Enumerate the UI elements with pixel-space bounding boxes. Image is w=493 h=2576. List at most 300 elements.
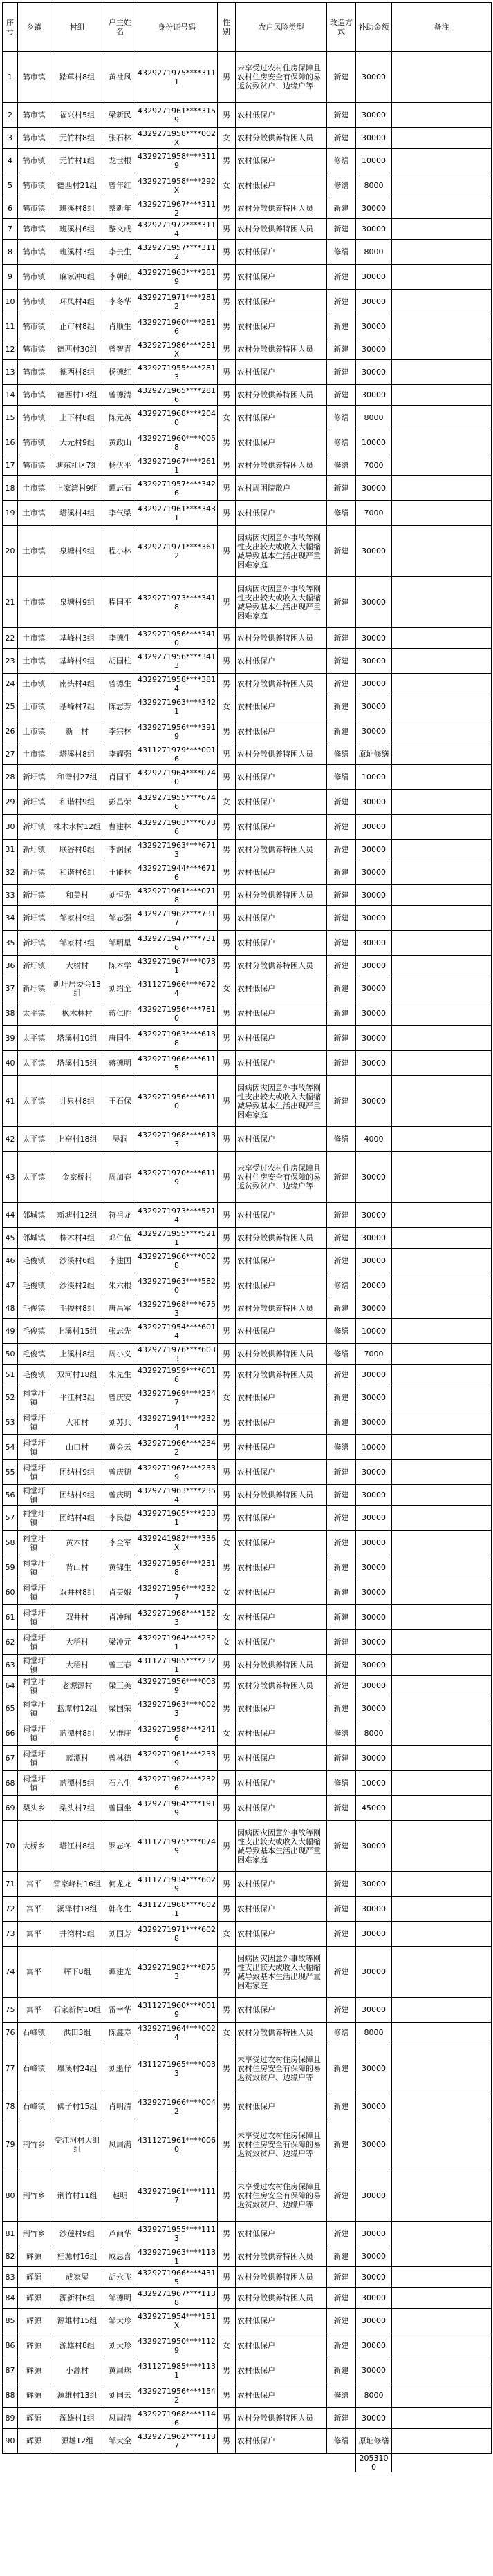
row-householder: 曹建林 [104, 815, 136, 840]
row-index: 24 [3, 674, 18, 694]
table-row [3, 1531, 492, 1555]
row-gender: 男 [218, 501, 236, 526]
row-householder: 刘国芳 [104, 1922, 136, 1947]
row-index: 46 [3, 1249, 18, 1273]
row-id-number: 4329271971****3612 [136, 526, 218, 577]
row-id-number: 4329271965****2816 [136, 385, 218, 406]
row-householder: 谭志石 [104, 476, 136, 501]
row-method: 新建 [327, 2119, 356, 2170]
row-risk-type: 农村周困院散户 [236, 476, 327, 501]
row-remark [392, 198, 492, 219]
row-index: 45 [3, 1228, 18, 1249]
row-remark [392, 2383, 492, 2408]
row-village-group: 蓝潭村 [50, 1746, 104, 1771]
row-township: 新圩镇 [18, 906, 50, 931]
row-id-number: 4329271968****1523 [136, 1605, 218, 1630]
row-householder: 曾德生 [104, 674, 136, 694]
row-id-number: 4329271961****2339 [136, 1746, 218, 1771]
row-householder: 符祖龙 [104, 1203, 136, 1228]
row-gender: 男 [218, 219, 236, 240]
row-method: 新建 [327, 840, 356, 860]
row-id-number: 4329271941****2324 [136, 1410, 218, 1435]
row-township: 鹤市镇 [18, 455, 50, 476]
row-gender: 男 [218, 1897, 236, 1922]
row-householder: 李气梁 [104, 501, 136, 526]
table-row [3, 577, 492, 628]
row-householder: 龙世根 [104, 149, 136, 173]
table-row [3, 1344, 492, 1365]
row-id-number: 4329271969****2347 [136, 1385, 218, 1410]
row-township: 太平镇 [18, 1076, 50, 1127]
row-method: 新建 [327, 976, 356, 1001]
row-id-number: 4329271967****2611 [136, 455, 218, 476]
row-amount: 30000 [356, 1051, 392, 1076]
row-householder: 唐昌军 [104, 1298, 136, 1319]
row-township: 鹤市镇 [18, 128, 50, 149]
row-village-group: 团结村4组 [50, 1506, 104, 1531]
row-township: 祠堂圩镇 [18, 1410, 50, 1435]
row-village-group: 金家桥村 [50, 1152, 104, 1203]
row-index: 30 [3, 815, 18, 840]
row-township: 土市镇 [18, 649, 50, 674]
row-id-number: 4329271956****3413 [136, 649, 218, 674]
row-method: 新建 [327, 885, 356, 906]
row-risk-type: 农村低保户 [236, 1580, 327, 1605]
row-risk-type: 农村分散供养特困人员 [236, 1365, 327, 1385]
row-risk-type: 农村分散供养特困人员 [236, 885, 327, 906]
row-amount: 30000 [356, 1298, 392, 1319]
row-village-group: 基峰村7组 [50, 694, 104, 719]
row-risk-type: 农村分散供养特困人员 [236, 1344, 327, 1365]
row-householder: 黄周珠 [104, 2358, 136, 2383]
row-index: 52 [3, 1385, 18, 1410]
row-id-number: 4329271962****2326 [136, 1771, 218, 1796]
row-method: 新建 [327, 860, 356, 885]
row-method: 修缮 [327, 2023, 356, 2043]
row-method: 新建 [327, 385, 356, 406]
row-amount: 8000 [356, 2023, 392, 2043]
row-index: 74 [3, 1947, 18, 1998]
row-method: 新建 [327, 1998, 356, 2023]
table-row [3, 265, 492, 290]
row-amount: 30000 [356, 976, 392, 1001]
row-method: 修缮 [327, 149, 356, 173]
row-amount: 30000 [356, 2333, 392, 2358]
row-remark [392, 1485, 492, 1506]
row-householder: 朱六根 [104, 1273, 136, 1298]
row-risk-type: 农村低保户 [236, 1249, 327, 1273]
table-row [3, 1746, 492, 1771]
row-index: 80 [3, 2170, 18, 2222]
row-gender: 男 [218, 1203, 236, 1228]
row-remark [392, 2288, 492, 2309]
table-row [3, 198, 492, 219]
row-township: 辉源 [18, 2358, 50, 2383]
table-row [3, 1127, 492, 1152]
row-householder: 唐国生 [104, 1026, 136, 1051]
row-index: 15 [3, 406, 18, 430]
row-township: 辉源 [18, 2383, 50, 2408]
row-amount: 30000 [356, 577, 392, 628]
row-method: 新建 [327, 719, 356, 744]
row-method: 修缮 [327, 1435, 356, 1460]
row-gender: 女 [218, 1531, 236, 1555]
row-amount: 30000 [356, 52, 392, 103]
row-gender: 男 [218, 1506, 236, 1531]
row-township: 鹤市镇 [18, 149, 50, 173]
row-method: 新建 [327, 314, 356, 339]
row-householder: 曾德清 [104, 385, 136, 406]
table-row [3, 1203, 492, 1228]
row-id-number: 4329271958****292X [136, 173, 218, 198]
row-gender: 男 [218, 744, 236, 765]
row-amount: 8000 [356, 406, 392, 430]
row-householder: 邹德明 [104, 2288, 136, 2309]
row-householder: 梁国荣 [104, 1696, 136, 1721]
row-remark [392, 1872, 492, 1897]
row-remark [392, 406, 492, 430]
row-method: 新建 [327, 1228, 356, 1249]
row-id-number: 4311271961****0060 [136, 2119, 218, 2170]
row-householder: 李建国 [104, 1249, 136, 1273]
row-method: 修缮 [327, 2383, 356, 2408]
row-village-group: 雷家峰村16组 [50, 1872, 104, 1897]
row-gender: 男 [218, 455, 236, 476]
row-risk-type: 农村分散供养特困人员 [236, 628, 327, 649]
row-index: 42 [3, 1127, 18, 1152]
row-remark [392, 339, 492, 360]
row-remark [392, 1696, 492, 1721]
row-village-group: 佛子村15组 [50, 2094, 104, 2119]
row-householder: 成思喜 [104, 2246, 136, 2267]
row-gender: 女 [218, 1721, 236, 1746]
row-method: 新建 [327, 1897, 356, 1922]
row-amount: 30000 [356, 1872, 392, 1897]
row-householder: 吴群庄 [104, 1721, 136, 1746]
row-risk-type: 农村低保户 [236, 360, 327, 385]
row-village-group: 班溪村3组 [50, 240, 104, 265]
row-township: 土市镇 [18, 674, 50, 694]
row-village-group: 上家湾村9组 [50, 476, 104, 501]
row-risk-type: 未享受过农村住房保障且农村住房安全有保障的易返贫致贫户、边缘户等 [236, 52, 327, 103]
row-risk-type: 农村低保户 [236, 430, 327, 455]
row-id-number: 4311271985****2321 [136, 1655, 218, 1676]
row-township: 祠堂圩镇 [18, 1696, 50, 1721]
table-row [3, 860, 492, 885]
row-risk-type: 农村分散供养特困人员 [236, 1676, 327, 1696]
row-index: 50 [3, 1344, 18, 1365]
row-township: 辉源 [18, 2246, 50, 2267]
row-amount: 30000 [356, 815, 392, 840]
table-row [3, 1001, 492, 1026]
header-householder: 户主姓名 [104, 3, 136, 52]
row-village-group: 老源源村 [50, 1676, 104, 1696]
row-householder: 刘恒先 [104, 885, 136, 906]
row-id-number: 4329271944****6716 [136, 860, 218, 885]
row-method: 新建 [327, 1746, 356, 1771]
row-amount: 30000 [356, 219, 392, 240]
row-index: 61 [3, 1605, 18, 1630]
row-risk-type: 农村低保户 [236, 2358, 327, 2383]
row-risk-type: 农村分散供养特困人员 [236, 840, 327, 860]
row-gender: 男 [218, 1655, 236, 1676]
row-remark [392, 1580, 492, 1605]
row-township: 寓平 [18, 1922, 50, 1947]
row-amount: 10000 [356, 149, 392, 173]
row-householder: 罗志冬 [104, 1821, 136, 1872]
row-amount: 8000 [356, 1721, 392, 1746]
row-index: 49 [3, 1319, 18, 1344]
row-householder: 李耀强 [104, 744, 136, 765]
row-risk-type: 农村分散供养特困人员 [236, 385, 327, 406]
row-householder: 石六生 [104, 1771, 136, 1796]
row-index: 3 [3, 128, 18, 149]
row-gender: 男 [218, 860, 236, 885]
row-remark [392, 2222, 492, 2246]
row-township: 土市镇 [18, 628, 50, 649]
row-gender: 男 [218, 1821, 236, 1872]
row-id-number: 4329271961****3159 [136, 103, 218, 128]
total-spacer-end [392, 2454, 492, 2472]
row-index: 57 [3, 1506, 18, 1531]
row-method: 新建 [327, 1203, 356, 1228]
row-risk-type: 农村低保户 [236, 976, 327, 1001]
row-risk-type: 未享受过农村住房保障且农村住房安全有保障的易返贫致贫户、边缘户等 [236, 1152, 327, 1203]
row-index: 9 [3, 265, 18, 290]
row-village-group: 邹家村9组 [50, 906, 104, 931]
row-amount: 30000 [356, 1001, 392, 1026]
row-householder: 曾国坐 [104, 1796, 136, 1821]
row-householder: 肖明清 [104, 2094, 136, 2119]
row-index: 31 [3, 840, 18, 860]
row-method: 新建 [327, 2043, 356, 2094]
row-id-number: 4329271963****3421 [136, 694, 218, 719]
row-index: 4 [3, 149, 18, 173]
row-id-number: 4329271955****5211 [136, 1228, 218, 1249]
row-amount: 10000 [356, 1771, 392, 1796]
row-gender: 男 [218, 240, 236, 265]
row-amount: 30000 [356, 360, 392, 385]
row-householder: 李全军 [104, 1531, 136, 1555]
row-method: 修缮 [327, 455, 356, 476]
row-gender: 男 [218, 649, 236, 674]
header-remark: 备注 [392, 3, 492, 52]
row-village-group: 正市村8组 [50, 314, 104, 339]
row-id-number: 4329271964****0740 [136, 765, 218, 790]
row-method: 新建 [327, 526, 356, 577]
row-township: 鹤市镇 [18, 265, 50, 290]
table-row [3, 1676, 492, 1696]
row-method: 新建 [327, 1605, 356, 1630]
row-amount: 30000 [356, 1821, 392, 1872]
row-id-number: 4329271956****7810 [136, 1001, 218, 1026]
row-township: 祠堂圩镇 [18, 1721, 50, 1746]
table-row [3, 1385, 492, 1410]
row-remark [392, 149, 492, 173]
row-method: 新建 [327, 103, 356, 128]
row-township: 新圩镇 [18, 931, 50, 956]
row-risk-type: 农村低保户 [236, 1630, 327, 1655]
row-amount: 30000 [356, 2043, 392, 2094]
row-householder: 李朝红 [104, 265, 136, 290]
row-village-group: 桂源村16组 [50, 2246, 104, 2267]
row-method: 新建 [327, 2170, 356, 2222]
table-row [3, 1821, 492, 1872]
row-gender: 男 [218, 840, 236, 860]
row-id-number: 4329271961****3431 [136, 501, 218, 526]
row-risk-type: 农村低保户 [236, 1531, 327, 1555]
row-remark [392, 1298, 492, 1319]
table-row [3, 290, 492, 314]
row-gender: 女 [218, 1630, 236, 1655]
row-index: 20 [3, 526, 18, 577]
row-township: 土市镇 [18, 744, 50, 765]
row-id-number: 4329271960****0058 [136, 430, 218, 455]
row-remark [392, 2309, 492, 2333]
row-index: 38 [3, 1001, 18, 1026]
row-risk-type: 农村低保户 [236, 1506, 327, 1531]
row-householder: 曾三春 [104, 1655, 136, 1676]
row-township: 新圩镇 [18, 956, 50, 976]
row-id-number: 4329271957****3112 [136, 240, 218, 265]
table-row [3, 1771, 492, 1796]
row-risk-type: 农村低保户 [236, 1696, 327, 1721]
row-householder: 陈本学 [104, 956, 136, 976]
row-risk-type: 农村低保户 [236, 290, 327, 314]
row-method: 修缮 [327, 1273, 356, 1298]
table-row [3, 1273, 492, 1298]
row-index: 68 [3, 1771, 18, 1796]
table-row [3, 173, 492, 198]
row-township: 太平镇 [18, 1152, 50, 1203]
row-amount: 30000 [356, 1228, 392, 1249]
row-risk-type: 农村低保户 [236, 1872, 327, 1897]
table-row [3, 1605, 492, 1630]
row-householder: 凤周满 [104, 2119, 136, 2170]
row-remark [392, 1319, 492, 1344]
row-village-group: 塔溪村8组 [50, 744, 104, 765]
row-risk-type: 农村分散供养特困人员 [236, 1485, 327, 1506]
table-row [3, 840, 492, 860]
row-id-number: 4329271958****3119 [136, 149, 218, 173]
row-remark [392, 790, 492, 815]
row-amount: 30000 [356, 1746, 392, 1771]
row-gender: 男 [218, 2246, 236, 2267]
row-householder: 邹大珍 [104, 2309, 136, 2333]
row-amount: 30000 [356, 1580, 392, 1605]
row-householder: 杨伏平 [104, 455, 136, 476]
row-householder: 胡国柱 [104, 649, 136, 674]
row-township: 太平镇 [18, 1127, 50, 1152]
row-village-group: 大稻村 [50, 1655, 104, 1676]
row-township: 荆竹乡 [18, 2222, 50, 2246]
row-method: 新建 [327, 2288, 356, 2309]
row-village-group: 上窑村18组 [50, 1127, 104, 1152]
row-index: 67 [3, 1746, 18, 1771]
row-id-number: 4329271961****1117 [136, 2170, 218, 2222]
row-amount: 原址修缮 [356, 2429, 392, 2454]
table-row [3, 1947, 492, 1998]
row-township: 石峰镇 [18, 2043, 50, 2094]
table-row [3, 2170, 492, 2222]
table-row [3, 2408, 492, 2429]
row-township: 祠堂圩镇 [18, 1655, 50, 1676]
table-row [3, 1630, 492, 1655]
table-row [3, 1922, 492, 1947]
row-index: 62 [3, 1630, 18, 1655]
total-amount: 2053100 [356, 2454, 392, 2472]
table-row [3, 1796, 492, 1821]
row-gender: 男 [218, 1152, 236, 1203]
row-amount: 30000 [356, 649, 392, 674]
row-village-group: 塔江村8组 [50, 1821, 104, 1872]
row-risk-type: 农村分散供养特困人员 [236, 674, 327, 694]
row-gender: 男 [218, 2043, 236, 2094]
row-gender: 男 [218, 906, 236, 931]
row-gender: 男 [218, 360, 236, 385]
row-village-group: 源雄村15组 [50, 2309, 104, 2333]
row-risk-type: 农村低保户 [236, 2222, 327, 2246]
row-id-number: 4329271975****3111 [136, 52, 218, 103]
row-index: 7 [3, 219, 18, 240]
row-township: 荆竹乡 [18, 2170, 50, 2222]
row-amount: 30000 [356, 931, 392, 956]
row-method: 修缮 [327, 240, 356, 265]
row-risk-type: 农村低保户 [236, 1385, 327, 1410]
row-village-group: 双井村8组 [50, 1580, 104, 1605]
row-method: 新建 [327, 1385, 356, 1410]
row-village-group: 塘东社区7组 [50, 455, 104, 476]
row-remark [392, 1152, 492, 1203]
row-householder: 赵明 [104, 2170, 136, 2222]
table-row [3, 1696, 492, 1721]
row-id-number: 4329271963****2819 [136, 265, 218, 290]
row-risk-type: 农村低保户 [236, 501, 327, 526]
row-index: 75 [3, 1998, 18, 2023]
row-village-group: 双河村18组 [50, 1365, 104, 1385]
row-id-number: 4329271954****6014 [136, 1319, 218, 1344]
row-householder: 张石林 [104, 128, 136, 149]
table-row [3, 1555, 492, 1580]
row-index: 2 [3, 103, 18, 128]
row-risk-type: 因病因灾因意外事故等刚性支出较大或收入大幅缩减导致基本生活出现严重困难家庭 [236, 1947, 327, 1998]
row-id-number: 4329271966****2342 [136, 1435, 218, 1460]
row-township: 土市镇 [18, 694, 50, 719]
row-index: 6 [3, 198, 18, 219]
row-village-group: 大元村9组 [50, 430, 104, 455]
row-gender: 男 [218, 2309, 236, 2333]
row-id-number: 4329271962****7317 [136, 906, 218, 931]
row-index: 35 [3, 931, 18, 956]
row-index: 88 [3, 2383, 18, 2408]
row-amount: 30000 [356, 906, 392, 931]
row-village-group: 变江河村大组组 [50, 2119, 104, 2170]
table-row [3, 1365, 492, 1385]
row-householder: 曾年红 [104, 173, 136, 198]
row-method: 新建 [327, 931, 356, 956]
row-remark [392, 385, 492, 406]
row-remark [392, 2094, 492, 2119]
row-risk-type: 农村分散供养特困人员 [236, 339, 327, 360]
row-id-number: 4329271955****1113 [136, 2222, 218, 2246]
row-gender: 男 [218, 265, 236, 290]
row-amount: 30000 [356, 1655, 392, 1676]
row-township: 新圩镇 [18, 765, 50, 790]
row-method: 修缮 [327, 1127, 356, 1152]
row-index: 59 [3, 1555, 18, 1580]
row-id-number: 4329271962****1137 [136, 2429, 218, 2454]
row-township: 鹤市镇 [18, 290, 50, 314]
